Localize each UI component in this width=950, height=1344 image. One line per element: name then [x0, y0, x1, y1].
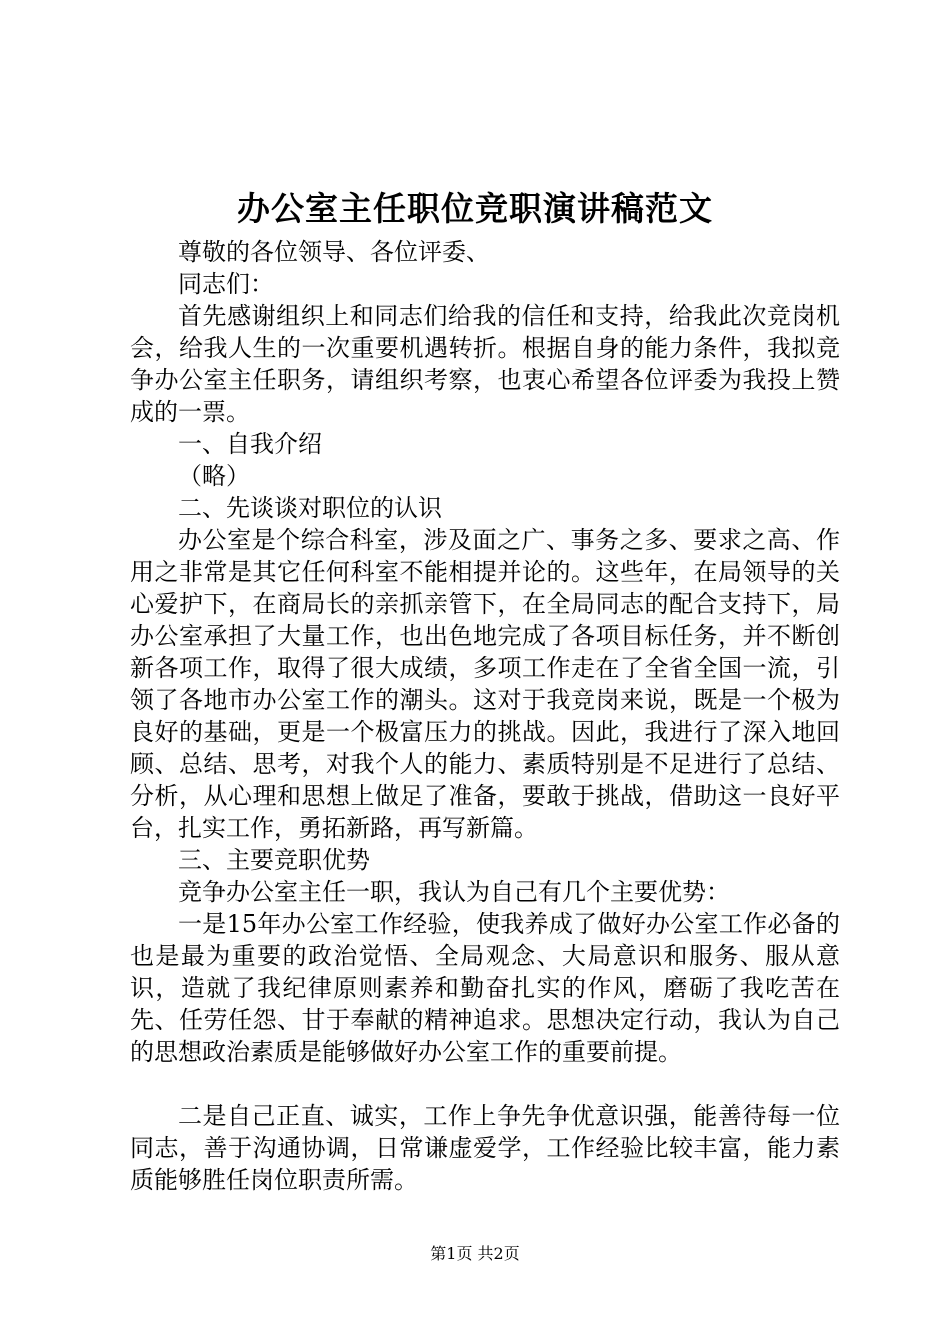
body-paragraph-advantage-one: 一是15年办公室工作经验，使我养成了做好办公室工作必备的也是最为重要的政治觉悟、全局观念、大局意识和服务、服从意识，造就了我纪律原则素养和勤奋扎实的作风，磨砺了我吃苦在先、任劳任怨、甘于奉献的精神追求。思想决定行动，我认为自己的思想政治素质是能够做好办公室工作的重要前提。	[130, 910, 840, 1066]
section-heading-advantages: 三、主要竞职优势	[178, 846, 370, 874]
section-heading-position-understanding: 二、先谈谈对职位的认识	[178, 494, 442, 522]
body-paragraph-advantage-two: 二是自己正直、诚实，工作上争先争优意识强，能善待每一位同志，善于沟通协调，日常谦虚爱学，工作经验比较丰富，能力素质能够胜任岗位职责所需。	[130, 1102, 840, 1194]
body-paragraph-advantages-intro: 竞争办公室主任一职，我认为自己有几个主要优势：	[178, 878, 730, 906]
section-heading-self-intro: 一、自我介绍	[178, 430, 322, 458]
document-body	[130, 236, 840, 1196]
page-footer: 第1页 共2页	[430, 1244, 520, 1263]
body-paragraph-opening: 首先感谢组织上和同志们给我的信任和支持，给我此次竞岗机会，给我人生的一次重要机遇转折。根据自身的能力条件，我拟竞争办公室主任职务，请组织考察，也衷心希望各位评委为我投上赞成的一票。	[130, 302, 840, 426]
salutation-line-2: 同志们：	[178, 270, 274, 298]
document-title: 办公室主任职位竞职演讲稿范文	[237, 189, 713, 228]
body-paragraph-omitted: （略）	[178, 462, 250, 490]
body-paragraph-office-overview: 办公室是个综合科室，涉及面之广、事务之多、要求之高、作用之非常是其它任何科室不能相提并论的。这些年，在局领导的关心爱护下，在商局长的亲抓亲管下，在全局同志的配合支持下，局办公室承担了大量工作，也出色地完成了各项目标任务，并不断创新各项工作，取得了很大成绩，多项工作走在了全省全国一流，引领了各地市办公室工作的潮头。这对于我竞岗来说，既是一个极为良好的基础，更是一个极富压力的挑战。因此，我进行了深入地回顾、总结、思考，对我个人的能力、素质特别是不足进行了总结、分析，从心理和思想上做足了准备，要敢于挑战，借助这一良好平台，扎实工作，勇拓新路，再写新篇。	[130, 526, 840, 842]
salutation-line-1: 尊敬的各位领导、各位评委、	[178, 238, 490, 266]
